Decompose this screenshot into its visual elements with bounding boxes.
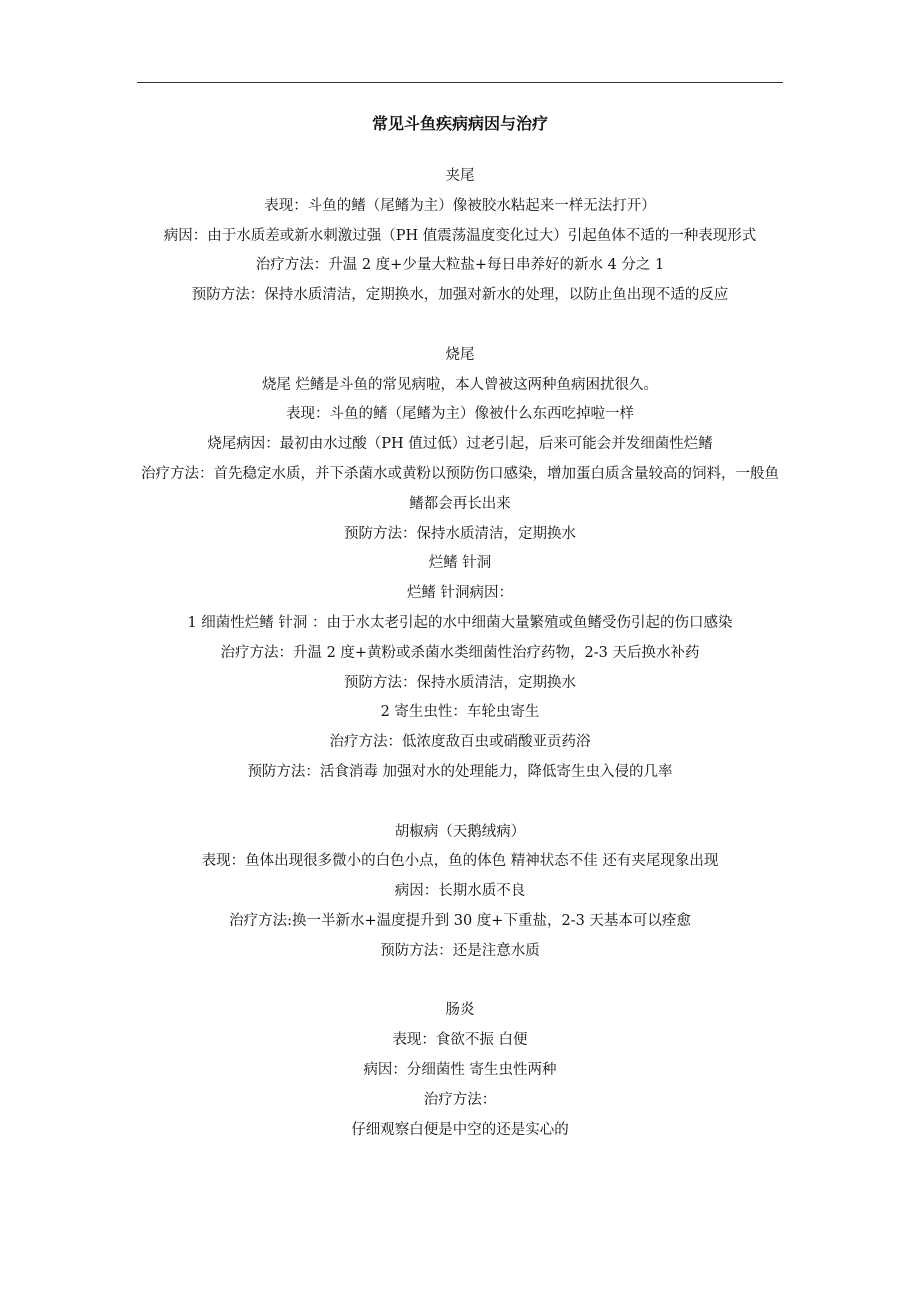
text-line: 烧尾病因：最初由水过酸（PH 值过低）过老引起，后来可能会并发细菌性烂鳍: [207, 436, 713, 453]
section-heading-hujiao: 胡椒病（天鹅绒病）: [394, 823, 526, 840]
section-spacer: [137, 788, 783, 818]
text-line: 预防方法：保持水质清洁，定期换水: [344, 674, 576, 691]
text-line: 烂鳍 针洞病因：: [406, 585, 514, 602]
text-line: 预防方法：保持水质清洁，定期换水，加强对新水的处理，以防止鱼出现不适的反应: [191, 287, 729, 304]
text-line: 病因：由于水质差或新水刺激过强（PH 值震荡温度变化过大）引起鱼体不适的一种表现形式: [163, 227, 757, 244]
text-line: 表现：鱼体出现很多微小的白色小点，鱼的体色 精神状态不佳 还有夹尾现象出现: [201, 853, 719, 870]
text-line: 预防方法：还是注意水质: [380, 942, 540, 959]
text-line: 治疗方法：升温 2 度+少量大粒盐+每日串养好的新水 4 分之 1: [255, 257, 665, 274]
text-line: 1 细菌性烂鳍 针洞 ：由于水太老引起的水中细菌大量繁殖或鱼鳍受伤引起的伤口感染: [187, 614, 733, 631]
text-line: 治疗方法：: [423, 1091, 497, 1108]
section-heading-jiawei: 夹尾: [445, 168, 475, 184]
text-line: 预防方法：保持水质清洁，定期换水: [344, 525, 576, 542]
text-line: 预防方法：活食消毒 加强对水的处理能力，降低寄生虫入侵的几率: [247, 763, 673, 780]
header-rule: [137, 82, 783, 83]
page-title: 常见斗鱼疾病病因与治疗: [371, 114, 548, 133]
section-heading-shaowei: 烧尾: [445, 346, 475, 363]
text-line: 治疗方法:换一半新水+温度提升到 30 度+下重盐，2-3 天基本可以痊愈: [229, 912, 691, 929]
section-heading-changyan: 肠炎: [445, 1002, 475, 1019]
text-line: 治疗方法：首先稳定水质，并下杀菌水或黄粉以预防伤口感染，增加蛋白质含量较高的饲料，一般鱼鳍都会再长出来: [141, 465, 779, 512]
text-line: 病因：分细菌性 寄生虫性两种: [363, 1061, 557, 1078]
text-line: 表现：食欲不振 白便: [392, 1032, 528, 1049]
text-line: 病因：长期水质不良: [394, 883, 526, 900]
section-spacer: [137, 311, 783, 341]
text-line: 2 寄生虫性：车轮虫寄生: [380, 704, 540, 721]
text-line: 治疗方法：低浓度敌百虫或硝酸亚贡药浴: [329, 734, 591, 751]
section-spacer: [137, 967, 783, 997]
document-body: [137, 162, 783, 1145]
text-line: 烧尾 烂鳍是斗鱼的常见病啦，本人曾被这两种鱼病困扰很久。: [261, 376, 659, 393]
text-line: 表现：斗鱼的鳍（尾鳍为主）像被胶水粘起来一样无法打开）: [264, 197, 656, 214]
text-line: 仔细观察白便是中空的还是实心的: [351, 1121, 569, 1138]
subheading-lanqi: 烂鳍 针洞: [428, 555, 492, 572]
text-line: 表现：斗鱼的鳍（尾鳍为主）像被什么东西吃掉啦一样: [286, 406, 634, 423]
text-line: 治疗方法：升温 2 度+黄粉或杀菌水类细菌性治疗药物，2-3 天后换水补药: [220, 644, 700, 661]
